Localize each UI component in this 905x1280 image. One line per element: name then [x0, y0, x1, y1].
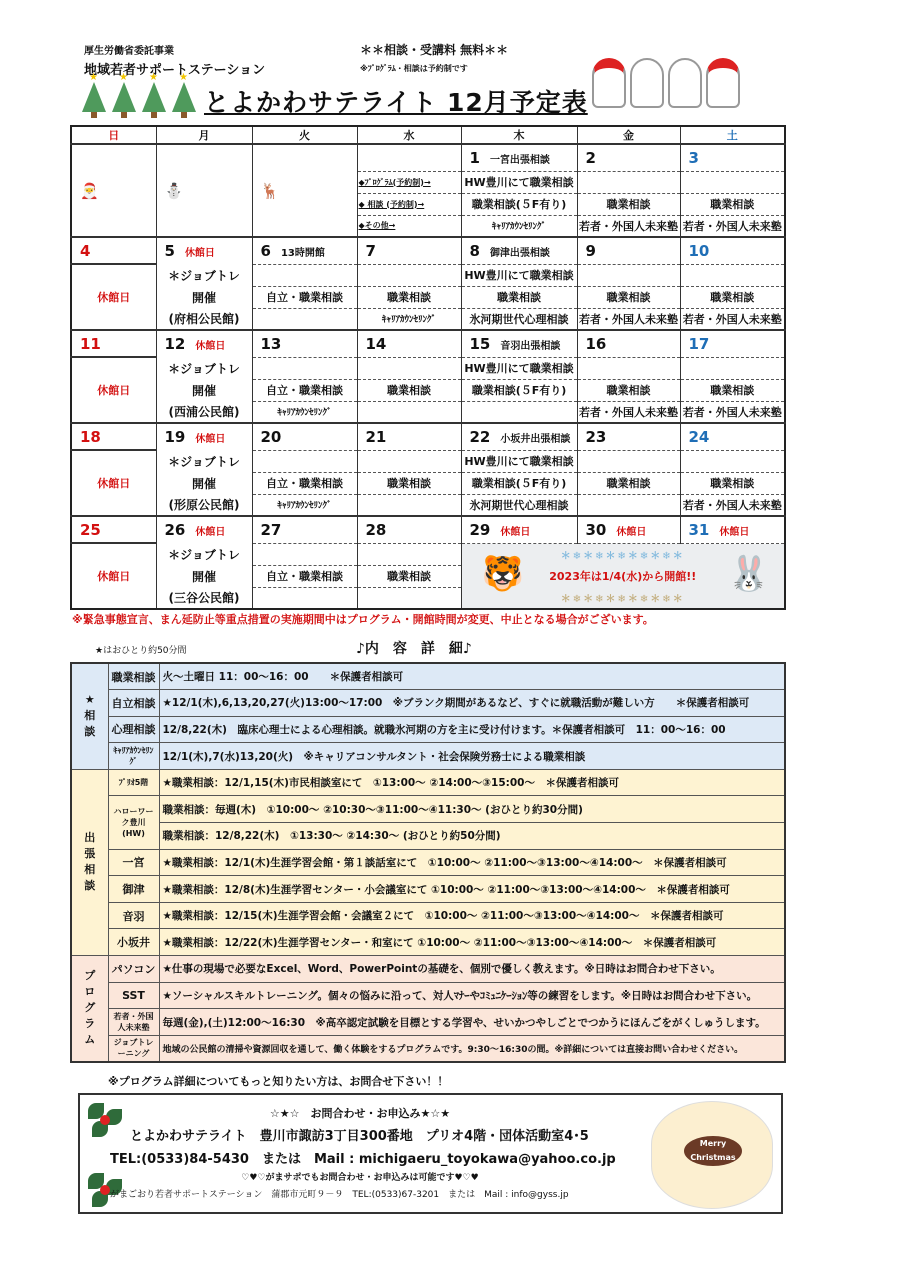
- schedule-item: [461, 401, 577, 423]
- schedule-item: 職業相談: [461, 286, 577, 308]
- day-number: 31: [688, 520, 710, 539]
- schedule-item: [357, 587, 461, 609]
- details-row: [71, 743, 785, 770]
- weekday-header: 月: [156, 126, 252, 144]
- more-info-text: ※プログラム詳細についてもっと知りたい方は、お問合せ下さい！！: [108, 1075, 449, 1088]
- day-cell-19: [156, 423, 252, 450]
- santa-icon: 🎅: [71, 144, 156, 237]
- week-schedule-row: [71, 472, 785, 494]
- schedule-item: 職業相談: [577, 286, 680, 308]
- week-schedule-row: [71, 264, 785, 286]
- details-row: [71, 956, 785, 983]
- schedule-item: 若者・外国人未来塾: [680, 215, 785, 237]
- row-description: ★職業相談：12/8(木)生涯学習センター・小会議室にて ①10:00～ ②11:00～③13:00～④14:00～ ＊保護者相談可: [159, 876, 785, 903]
- schedule-item: [680, 357, 785, 379]
- star-note: ★はおひとり約50分間: [95, 646, 187, 656]
- day-number: 16: [585, 334, 607, 353]
- category-label: プログラム: [71, 956, 108, 1062]
- day-number: 17: [688, 334, 710, 353]
- reservation-notice: ※ﾌﾟﾛｸﾞﾗﾑ・相談は予約制です: [360, 64, 468, 73]
- day-cell-17: [680, 330, 785, 357]
- sponsor-text: 厚生労働省委託事業: [84, 46, 174, 57]
- details-row: [71, 1009, 785, 1036]
- schedule-item: HW豊川にて職業相談: [461, 450, 577, 472]
- day-number: 25: [80, 520, 101, 539]
- day-number: 20: [260, 427, 282, 446]
- schedule-item: HW豊川にて職業相談: [461, 171, 577, 193]
- schedule-item: 自立・職業相談: [252, 286, 357, 308]
- category-label: 出張相談: [71, 769, 108, 955]
- weekday-header: 火: [252, 126, 357, 144]
- tiger-icon: 🐯: [481, 553, 524, 594]
- schedule-item: ｷｬﾘｱｶｳﾝｾﾘﾝｸﾞ: [461, 215, 577, 237]
- day-note: 13時開館: [280, 247, 325, 259]
- schedule-item: 職業相談: [680, 193, 785, 215]
- free-notice: ＊＊相談・受講料 無料＊＊: [360, 43, 509, 57]
- day-cell-29: [461, 516, 577, 543]
- day-note: 休館日: [195, 527, 226, 538]
- day-cell-10: [680, 237, 785, 264]
- schedule-item: (形原公民館): [156, 494, 252, 516]
- schedule-item: [357, 494, 461, 516]
- week-schedule-row: [71, 286, 785, 308]
- day-number: 30: [585, 520, 607, 539]
- schedule-item: 若者・外国人未来塾: [577, 215, 680, 237]
- week-schedule-row: [71, 494, 785, 516]
- satellite-address: とよかわサテライト 豊川市諏訪3丁目300番地 プリオ4階・団体活動室4･5: [130, 1129, 589, 1144]
- reopen-banner: 🐯 🐰 ＊❄＊❄＊❄＊❄＊❄＊ 2023年は1/4(水)から開館!! ＊❄＊❄＊❄＊❄＊❄＊: [461, 543, 785, 609]
- page-title: とよかわサテライト 12月予定表: [204, 88, 588, 117]
- row-label: 御津: [108, 876, 159, 903]
- day-note: 音羽出張相談: [500, 340, 561, 352]
- week-date-row: [71, 423, 785, 450]
- details-row: [71, 982, 785, 1009]
- row-description: 12/1(木),7(水)13,20(火) ※キャリアコンサルタント・社会保険労務士による職業相談: [159, 743, 785, 770]
- schedule-item: (西浦公民館): [156, 401, 252, 423]
- day-cell-3: [680, 144, 785, 171]
- day-cell-26: [156, 516, 252, 543]
- row-description: ★ソーシャルスキルトレーニング。個々の悩みに沿って、対人ﾏﾅｰやｺﾐｭﾆｹｰｼｮﾝ等の練習をします。※日時はお問合わせ下さい。: [159, 982, 785, 1009]
- day-cell-27: [252, 516, 357, 543]
- schedule-item: 若者・外国人未来塾: [680, 401, 785, 423]
- day-number: 10: [688, 241, 710, 260]
- row-label: ﾌﾟﾘｵ5階: [108, 769, 159, 796]
- weekday-header: 木: [461, 126, 577, 144]
- child-icon: [592, 58, 626, 108]
- schedule-item: [357, 357, 461, 379]
- day-number: 29: [469, 520, 491, 539]
- details-row: [71, 769, 785, 796]
- schedule-item: 自立・職業相談: [252, 565, 357, 587]
- closed-label: 休館日: [71, 357, 156, 423]
- schedule-item: 職業相談: [357, 379, 461, 401]
- schedule-item: ｷｬﾘｱｶｳﾝｾﾘﾝｸﾞ: [357, 308, 461, 330]
- schedule-item: [577, 171, 680, 193]
- row-label: ｷｬﾘｱｶｳﾝｾﾘﾝｸﾞ: [108, 743, 159, 770]
- schedule-item: 職業相談(５F有り): [461, 379, 577, 401]
- schedule-item: [252, 264, 357, 286]
- schedule-item: [357, 401, 461, 423]
- schedule-item: 若者・外国人未来塾: [577, 308, 680, 330]
- row-description: 12/8,22(木) 臨床心理士による心理相談。就職氷河期の方を主に受け付けます。＊保護者相談可 11：00～16：00: [159, 716, 785, 743]
- day-cell-8: [461, 237, 577, 264]
- schedule-item: 職業相談: [357, 565, 461, 587]
- details-row: [71, 902, 785, 929]
- schedule-item: [577, 494, 680, 516]
- reindeer-icon: 🦌: [252, 144, 357, 237]
- week-date-row: [71, 237, 785, 264]
- tree-icon: [172, 82, 196, 112]
- day-number: 28: [365, 520, 387, 539]
- row-label: SST: [108, 982, 159, 1009]
- day-cell-13: [252, 330, 357, 357]
- schedule-item: [577, 357, 680, 379]
- weekday-header: 日: [71, 126, 156, 144]
- day-number: 5: [164, 242, 175, 260]
- schedule-item: ＊ジョブトレ: [156, 357, 252, 379]
- schedule-item: 若者・外国人未来塾: [680, 494, 785, 516]
- schedule-item: [577, 264, 680, 286]
- day-cell-25: [71, 516, 156, 543]
- row-description: ★職業相談：12/15(木)生涯学習会館・会議室２にて ①10:00～ ②11:00～③13:00～④14:00～ ＊保護者相談可: [159, 902, 785, 929]
- schedule-item: 自立・職業相談: [252, 379, 357, 401]
- day-cell-24: [680, 423, 785, 450]
- row-label: 職業相談: [108, 663, 159, 690]
- day-note: 休館日: [184, 248, 215, 259]
- day-cell-7: [357, 237, 461, 264]
- row-label: ハローワーク豊川(HW): [108, 796, 159, 849]
- schedule-item: 職業相談: [680, 472, 785, 494]
- day-number: 2: [585, 148, 596, 167]
- schedule-item: 職業相談(５F有り): [461, 193, 577, 215]
- day-note: 小坂井出張相談: [500, 433, 571, 445]
- details-row: [71, 690, 785, 717]
- contact-box: [78, 1093, 783, 1214]
- day-note: 休館日: [195, 434, 226, 445]
- row-description: ★12/1(木),6,13,20,27(火)13:00～17:00 ※ブランク期間があるなど、すぐに就職活動が難しい方 ＊保護者相談可: [159, 690, 785, 717]
- day-cell-4: [71, 237, 156, 264]
- day-number: 15: [469, 334, 491, 353]
- day-note: 休館日: [719, 526, 750, 538]
- row-description: 毎週(金),(土)12:00～16:30 ※高卒認定試験を目標とする学習や、せいかつやしごとでつかうにほんごをがくしゅうします。: [159, 1009, 785, 1036]
- row-description: ★仕事の現場で必要なExcel、Word、PowerPointの基礎を、個別で優しく教えます。※日時はお問合わせ下さい。: [159, 956, 785, 983]
- contact-heading: ☆★☆ お問合わせ・お申込み★☆★: [269, 1107, 451, 1120]
- day-cell-empty: [357, 144, 461, 171]
- legend-label: ◆ 相談 (予約制)→: [357, 193, 461, 215]
- row-label: パソコン: [108, 956, 159, 983]
- schedule-item: 自立・職業相談: [252, 472, 357, 494]
- schedule-item: ｷｬﾘｱｶｳﾝｾﾘﾝｸﾞ: [252, 401, 357, 423]
- day-cell-2: [577, 144, 680, 171]
- schedule-item: 職業相談: [680, 286, 785, 308]
- details-row: [71, 716, 785, 743]
- day-cell-6: [252, 237, 357, 264]
- schedule-item: 職業相談: [577, 193, 680, 215]
- schedule-item: 職業相談: [357, 286, 461, 308]
- schedule-item: 職業相談: [357, 472, 461, 494]
- day-number: 27: [260, 520, 282, 539]
- reopen-text: 2023年は1/4(水)から開館!!: [549, 569, 697, 583]
- day-cell-11: [71, 330, 156, 357]
- org-name: 地域若者サポートステーション: [84, 63, 266, 78]
- day-note: 休館日: [500, 526, 531, 538]
- schedule-item: ｷｬﾘｱｶｳﾝｾﾘﾝｸﾞ: [252, 494, 357, 516]
- schedule-item: [252, 587, 357, 609]
- day-cell-28: [357, 516, 461, 543]
- details-row: [71, 876, 785, 903]
- row-label: 一宮: [108, 849, 159, 876]
- tree-icon: [112, 82, 136, 112]
- week-schedule-row: [71, 308, 785, 330]
- schedule-item: [577, 450, 680, 472]
- day-number: 19: [164, 428, 186, 446]
- kids-illustration: [588, 58, 740, 112]
- week-date-row: [71, 330, 785, 357]
- day-cell-1: [461, 144, 577, 171]
- week-schedule-row: [71, 543, 785, 565]
- day-number: 1: [469, 148, 480, 167]
- schedule-item: [357, 264, 461, 286]
- week-schedule-row: [71, 401, 785, 423]
- day-cell-15: [461, 330, 577, 357]
- schedule-item: [252, 450, 357, 472]
- day-cell-31: [680, 516, 785, 543]
- day-number: 12: [164, 335, 186, 353]
- day-number: 9: [585, 241, 596, 260]
- schedule-item: 職業相談: [680, 379, 785, 401]
- row-description: 職業相談：12/8,22(木) ①13:30～ ②14:30～ (おひとり約50分間): [159, 823, 785, 850]
- day-number: 11: [80, 334, 101, 353]
- day-cell-12: [156, 330, 252, 357]
- gamasapo-note: ♡♥♡がまサポでもお問合わせ・お申込みは可能です♥♡♥: [241, 1173, 479, 1183]
- schedule-item: [357, 450, 461, 472]
- day-number: 6: [260, 241, 271, 260]
- row-label: 心理相談: [108, 716, 159, 743]
- calendar-table: [70, 125, 786, 610]
- snowman-icon: ⛄: [156, 144, 252, 237]
- day-note: 休館日: [195, 341, 226, 352]
- trees-decoration: [82, 82, 202, 116]
- day-cell-14: [357, 330, 461, 357]
- schedule-item: 若者・外国人未来塾: [577, 401, 680, 423]
- day-number: 3: [688, 148, 699, 167]
- tree-icon: [82, 82, 106, 112]
- day-number: 7: [365, 241, 376, 260]
- row-label: ジョブトレーニング: [108, 1035, 159, 1062]
- cat-costume-icon: [668, 58, 702, 108]
- schedule-item: 職業相談(５F有り): [461, 472, 577, 494]
- gamagori-contact: がまごおり若者サポートステーション 蒲郡市元町９－９ TEL:(0533)67-3201 または Mail : info@gyss.jp: [110, 1190, 569, 1200]
- row-label: 若者・外国人未来塾: [108, 1009, 159, 1036]
- day-cell-23: [577, 423, 680, 450]
- schedule-item: [680, 264, 785, 286]
- day-cell-20: [252, 423, 357, 450]
- legend-label: ◆ﾌﾟﾛｸﾞﾗﾑ(予約制)→: [357, 171, 461, 193]
- closed-label: 休館日: [71, 264, 156, 330]
- day-number: 22: [469, 427, 491, 446]
- schedule-item: (三谷公民館): [156, 587, 252, 609]
- category-label: ★相談: [71, 663, 108, 769]
- row-description: ★職業相談：12/1(木)生涯学習会館・第１談話室にて ①10:00～ ②11:00～③13:00～④14:00～ ＊保護者相談可: [159, 849, 785, 876]
- week-schedule-row: [71, 450, 785, 472]
- legend-label: ◆その他→: [357, 215, 461, 237]
- schedule-item: (府相公民館): [156, 308, 252, 330]
- details-heading: ♪内 容 詳 細♪: [356, 641, 472, 657]
- row-description: ★職業相談：12/1,15(木)市民相談室にて ①13:00～ ②14:00～③15:00～ ＊保護者相談可: [159, 769, 785, 796]
- day-note: 御津出張相談: [489, 247, 550, 259]
- day-number: 18: [80, 427, 101, 446]
- schedule-item: 若者・外国人未来塾: [680, 308, 785, 330]
- schedule-item: HW豊川にて職業相談: [461, 357, 577, 379]
- row-label: 音羽: [108, 902, 159, 929]
- weekday-header: 水: [357, 126, 461, 144]
- weekday-header: 金: [577, 126, 680, 144]
- week-schedule-row: [71, 379, 785, 401]
- schedule-item: 開催: [156, 286, 252, 308]
- day-cell-18: [71, 423, 156, 450]
- schedule-item: ＊ジョブトレ: [156, 450, 252, 472]
- day-cell-16: [577, 330, 680, 357]
- emergency-notice: ※緊急事態宣言、まん延防止等重点措置の実施期間中はプログラム・開館時間が変更、中止となる場合がございます。: [72, 613, 654, 626]
- schedule-item: [252, 543, 357, 565]
- schedule-item: 氷河期世代心理相談: [461, 308, 577, 330]
- schedule-item: HW豊川にて職業相談: [461, 264, 577, 286]
- details-row: [71, 929, 785, 956]
- schedule-item: [357, 543, 461, 565]
- row-description: 火～土曜日 11：00～16：00 ＊保護者相談可: [159, 663, 785, 690]
- schedule-item: [252, 357, 357, 379]
- day-note: 休館日: [616, 526, 647, 538]
- details-table: [70, 662, 786, 1063]
- day-number: 14: [365, 334, 387, 353]
- schedule-item: [680, 171, 785, 193]
- weekday-header: 土: [680, 126, 785, 144]
- schedule-item: 開催: [156, 472, 252, 494]
- day-number: 13: [260, 334, 282, 353]
- cat-costume-icon: [630, 58, 664, 108]
- row-label: 自立相談: [108, 690, 159, 717]
- day-number: 26: [164, 521, 186, 539]
- closed-label: 休館日: [71, 543, 156, 609]
- day-cell-30: [577, 516, 680, 543]
- details-row: [71, 1035, 785, 1062]
- closed-label: 休館日: [71, 450, 156, 516]
- details-row: [71, 849, 785, 876]
- row-description: 職業相談：毎週(木) ①10:00～ ②10:30～③11:00～④11:30～ (おひとり約30分間): [159, 796, 785, 823]
- day-number: 8: [469, 241, 480, 260]
- week-schedule-row: [71, 357, 785, 379]
- tree-icon: [142, 82, 166, 112]
- child-icon: [706, 58, 740, 108]
- day-number: 21: [365, 427, 387, 446]
- day-cell-5: [156, 237, 252, 264]
- row-label: 小坂井: [108, 929, 159, 956]
- row-description: 地域の公民館の清掃や資源回収を通して、働く体験をするプログラムです。9:30～16:30の間。※詳細については直接お問い合わせください。: [159, 1035, 785, 1062]
- details-row: [71, 796, 785, 823]
- schedule-item: 氷河期世代心理相談: [461, 494, 577, 516]
- week-date-row: [71, 516, 785, 543]
- schedule-item: ＊ジョブトレ: [156, 543, 252, 565]
- day-note: 一宮出張相談: [489, 154, 550, 166]
- schedule-item: ＊ジョブトレ: [156, 264, 252, 286]
- row-description: ★職業相談：12/22(木)生涯学習センター・和室にて ①10:00～ ②11:00～③13:00～④14:00～ ＊保護者相談可: [159, 929, 785, 956]
- christmas-cake-icon: Merry Christmas: [651, 1101, 773, 1209]
- schedule-item: [680, 450, 785, 472]
- day-cell-21: [357, 423, 461, 450]
- schedule-item: 職業相談: [577, 472, 680, 494]
- satellite-contact: TEL:(0533)84-5430 または Mail : michigaeru_toyokawa@yahoo.co.jp: [110, 1152, 616, 1167]
- day-number: 23: [585, 427, 607, 446]
- schedule-item: 開催: [156, 565, 252, 587]
- day-cell-22: [461, 423, 577, 450]
- week-date-row: [71, 144, 785, 171]
- rabbit-icon: 🐰: [727, 553, 770, 594]
- details-row: [71, 823, 785, 850]
- schedule-item: 職業相談: [577, 379, 680, 401]
- details-row: [71, 663, 785, 690]
- schedule-item: 開催: [156, 379, 252, 401]
- day-number: 4: [80, 241, 91, 260]
- day-cell-9: [577, 237, 680, 264]
- schedule-item: [252, 308, 357, 330]
- day-number: 24: [688, 427, 710, 446]
